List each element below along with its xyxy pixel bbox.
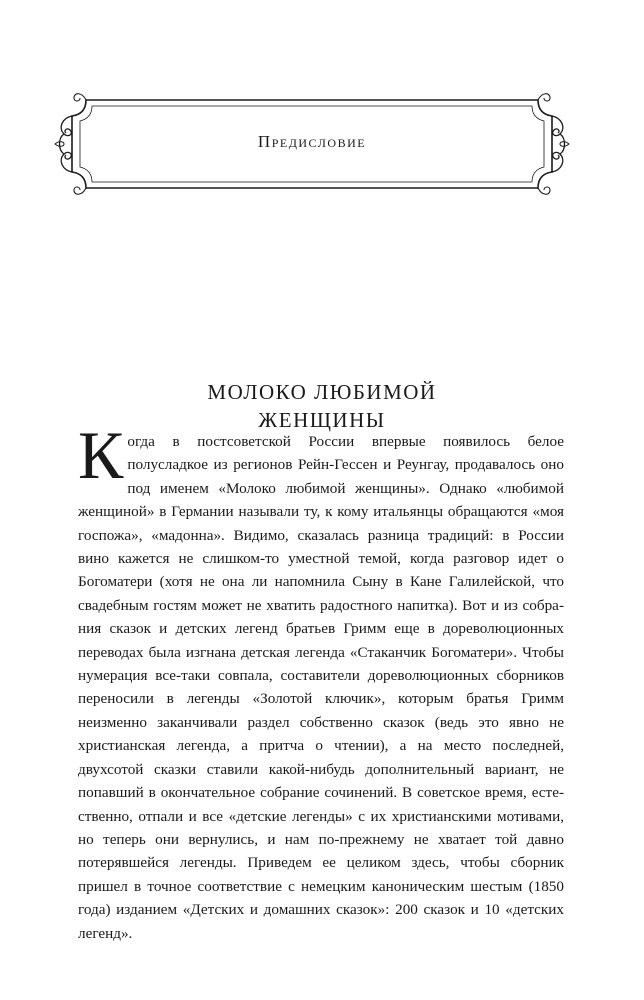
ornamental-header-frame [52,86,572,202]
chapter-heading-line-1: МОЛОКО ЛЮБИМОЙ [207,380,437,404]
drop-cap: К [78,417,124,493]
paragraph-text: огда в постсоветской России впервые появилось белое полусладкое из регионов Рейн-Гессен и Реунгау, продавалось оно под именем «Молоко любимой женщины». Однако «любимой женщиной» в Германии называли ту, к кому итальянцы обращаются «моя госпожа», «мадонна». Видимо, сказалась разница традиций: в России вино кажется не слишком-то уместной темой, когда разговор идет о Богоматери (хотя не она ли напомнила Сыну в Кане Галилейской, что свадебным гостям может не хватить радостного напитка). Вот и из собрания сказок и детских легенд братьев Гримм еще в дореволюционных переводах была изгнана детская легенда «Стаканчик Богоматери». Чтобы нумерация все-таки совпала, составители дореволюционных сборников переносили в легенды «Золотой ключик», которым братья Гримм неизменно заканчивали раздел собственно сказок (ведь это явно не христианская легенда, а притча о чтении), а на место последней, двухсотой сказки ставили какой-нибудь дополнительный вариант, не попавший в окончательное собрание сочинений. В советское время, естественно, отпали и все «детские легенды» с их христианскими мотивами, но теперь они вернулись, и нам по-прежнему не хватает той давно потерявшейся легенды. Приведем ее целиком здесь, чтобы сборник пришел в точное соответствие с немецким каноническим шестым (1850 года) изданием «Детских и домашних сказок»: 200 сказок и 10 «детских легенд». [78,433,564,942]
body-paragraph [78,417,564,945]
section-title: Предисловие [257,132,367,151]
chapter-heading-line-2: ЖЕНЩИНЫ [258,408,386,432]
chapter-heading [72,378,572,434]
